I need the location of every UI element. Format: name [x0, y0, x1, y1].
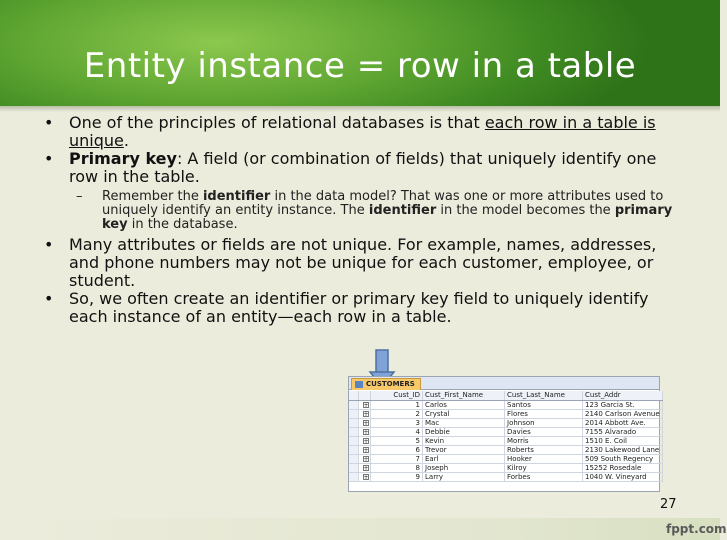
- slide-title: Entity instance = row in a table: [83, 46, 637, 86]
- table-cell[interactable]: 8: [371, 464, 423, 472]
- expand-row-button[interactable]: [359, 455, 371, 463]
- bullet-underlined-text: each row in a table is unique: [69, 113, 656, 150]
- subbullet-text: in the data model? That was one or more attributes used to uniquely identify an entity instance. The: [102, 189, 664, 218]
- bullet-dot: •: [44, 235, 54, 254]
- row-selector[interactable]: [349, 455, 359, 463]
- table-cell[interactable]: Santos: [505, 401, 583, 409]
- table-cell[interactable]: 5: [371, 437, 423, 445]
- bullet-bold-term: Primary key: [69, 149, 177, 168]
- brand-logo: fppt.com: [666, 522, 727, 536]
- row-selector[interactable]: [349, 437, 359, 445]
- table-icon: [355, 381, 363, 388]
- subbullet-text: in the model becomes the: [436, 203, 615, 218]
- footer-band: [0, 518, 720, 540]
- page-number: 27: [660, 497, 677, 512]
- table-cell[interactable]: Debbie: [423, 428, 505, 436]
- row-selector[interactable]: [349, 419, 359, 427]
- table-cell[interactable]: 2: [371, 410, 423, 418]
- column-header[interactable]: Cust_Addr: [583, 391, 663, 400]
- bullet-text: One of the principles of relational databases is that: [69, 113, 485, 132]
- expand-column-header: [359, 391, 371, 400]
- table-row[interactable]: [349, 464, 663, 473]
- plus-icon: +: [363, 411, 369, 418]
- plus-icon: +: [363, 420, 369, 427]
- bullet-dot: •: [44, 289, 54, 308]
- bullet-dot: •: [44, 113, 54, 132]
- bullet-text: Many attributes or fields are not unique. For example, names, addresses, and phone numbers may not be unique for each customer, employee, or student.: [69, 235, 657, 290]
- expand-row-button[interactable]: [359, 446, 371, 454]
- expand-row-button[interactable]: [359, 437, 371, 445]
- table-row[interactable]: [349, 428, 663, 437]
- table-cell[interactable]: 1: [371, 401, 423, 409]
- bullet-text: : A field (or combination of fields) that uniquely identify one row in the table.: [69, 149, 657, 186]
- bullet-text: .: [123, 131, 129, 150]
- table-cell[interactable]: 3: [371, 419, 423, 427]
- table-cell[interactable]: 6: [371, 446, 423, 454]
- table-cell[interactable]: 509 South Regency: [583, 455, 663, 463]
- table-cell[interactable]: Crystal: [423, 410, 505, 418]
- table-cell[interactable]: 7155 Alvarado: [583, 428, 663, 436]
- expand-row-button[interactable]: [359, 464, 371, 472]
- plus-icon: +: [363, 447, 369, 454]
- table-row[interactable]: [349, 419, 663, 428]
- table-header-row: [349, 391, 663, 401]
- plus-icon: +: [363, 465, 369, 472]
- subbullet-text: in the database.: [127, 217, 238, 232]
- table-cell[interactable]: Mac: [423, 419, 505, 427]
- table-cell[interactable]: Joseph: [423, 464, 505, 472]
- plus-icon: +: [363, 402, 369, 409]
- table-cell[interactable]: Earl: [423, 455, 505, 463]
- table-row[interactable]: [349, 410, 663, 419]
- table-cell[interactable]: Morris: [505, 437, 583, 445]
- table-cell[interactable]: Kilroy: [505, 464, 583, 472]
- table-cell[interactable]: 123 Garcia St.: [583, 401, 663, 409]
- banner-shadow: [0, 106, 720, 112]
- bullet-unique-rows: [44, 114, 684, 150]
- bullet-text: So, we often create an identifier or primary key field to uniquely identify each instance of an entity—each row in a table.: [69, 289, 649, 326]
- expand-row-button[interactable]: [359, 401, 371, 409]
- table-cell[interactable]: Flores: [505, 410, 583, 418]
- customers-table-tab[interactable]: [351, 378, 421, 390]
- row-selector[interactable]: [349, 410, 359, 418]
- table-cell[interactable]: Carlos: [423, 401, 505, 409]
- expand-row-button[interactable]: [359, 419, 371, 427]
- table-row[interactable]: [349, 437, 663, 446]
- column-header[interactable]: Cust_First_Name: [423, 391, 505, 400]
- table-cell[interactable]: 1040 W. Vineyard: [583, 473, 663, 481]
- table-cell[interactable]: Davies: [505, 428, 583, 436]
- plus-icon: +: [363, 438, 369, 445]
- expand-row-button[interactable]: [359, 473, 371, 481]
- subbullet-dash: –: [76, 189, 83, 204]
- table-cell[interactable]: 1510 E. Coil: [583, 437, 663, 445]
- tab-label: CUSTOMERS: [366, 380, 415, 388]
- subbullet-text: Remember the: [102, 189, 203, 204]
- table-row[interactable]: [349, 455, 663, 464]
- table-cell[interactable]: 15252 Rosedale: [583, 464, 663, 472]
- table-cell[interactable]: Kevin: [423, 437, 505, 445]
- table-cell[interactable]: Johnson: [505, 419, 583, 427]
- table-cell[interactable]: 7: [371, 455, 423, 463]
- customers-table-screenshot: [348, 376, 660, 492]
- subbullet-bold-term: identifier: [368, 203, 437, 218]
- table-row[interactable]: [349, 473, 663, 482]
- table-cell[interactable]: 4: [371, 428, 423, 436]
- table-cell[interactable]: Hooker: [505, 455, 583, 463]
- table-cell[interactable]: 2130 Lakewood Lane: [583, 446, 663, 454]
- table-cell[interactable]: 2140 Carlson Avenue: [583, 410, 663, 418]
- row-selector[interactable]: [349, 446, 359, 454]
- datasheet-grid: [349, 391, 663, 482]
- column-header[interactable]: Cust_ID: [371, 391, 423, 400]
- table-cell[interactable]: Trevor: [423, 446, 505, 454]
- plus-icon: +: [363, 456, 369, 463]
- plus-icon: +: [363, 429, 369, 436]
- table-cell[interactable]: 2014 Abbott Ave.: [583, 419, 663, 427]
- bullet-not-unique: [44, 236, 684, 290]
- row-selector[interactable]: [349, 464, 359, 472]
- subbullet-bold-term: primary key: [102, 203, 673, 232]
- slide-content: [44, 114, 684, 326]
- table-cell[interactable]: Larry: [423, 473, 505, 481]
- row-selector[interactable]: [349, 401, 359, 409]
- table-row[interactable]: [349, 401, 663, 410]
- subbullet-identifier: [44, 190, 684, 232]
- row-selector-header: [349, 391, 359, 400]
- table-row[interactable]: [349, 446, 663, 455]
- bullet-dot: •: [44, 149, 54, 168]
- table-body: [349, 401, 663, 482]
- plus-icon: +: [363, 474, 369, 481]
- subbullet-bold-term: identifier: [202, 189, 271, 204]
- bullet-create-identifier: [44, 290, 684, 326]
- row-selector[interactable]: [349, 428, 359, 436]
- column-header[interactable]: Cust_Last_Name: [505, 391, 583, 400]
- expand-row-button[interactable]: [359, 428, 371, 436]
- table-cell[interactable]: Roberts: [505, 446, 583, 454]
- table-cell[interactable]: Forbes: [505, 473, 583, 481]
- bullet-primary-key: [44, 150, 684, 186]
- access-tab-strip: [349, 377, 659, 390]
- table-cell[interactable]: 9: [371, 473, 423, 481]
- row-selector[interactable]: [349, 473, 359, 481]
- expand-row-button[interactable]: [359, 410, 371, 418]
